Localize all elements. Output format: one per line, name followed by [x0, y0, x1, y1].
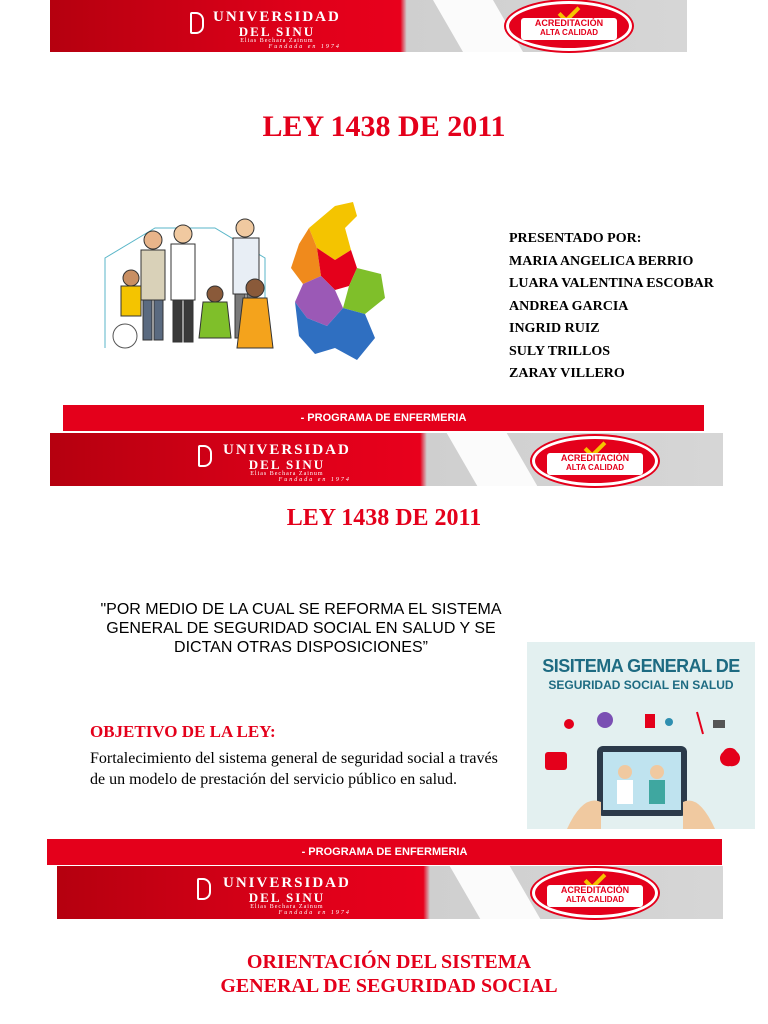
- author-name: ANDREA GARCIA: [509, 298, 629, 314]
- people-group: [105, 219, 273, 348]
- tablet-doctors-icon: [567, 746, 715, 829]
- slide3-title: [0, 950, 768, 998]
- objective-title: OBJETIVO DE LA LEY:: [90, 722, 276, 741]
- accreditation-seal: ACREDITACIÓN ALTA CALIDAD: [532, 868, 658, 918]
- university-logo: UNIVERSIDAD DEL SINU Elias Bechara Zainum Fundada en 1974: [223, 875, 351, 916]
- accreditation-seal: ACREDITACIÓN ALTA CALIDAD: [506, 1, 632, 51]
- author-name: SULY TRILLOS: [509, 343, 611, 359]
- slide1-title: LEY 1438 DE 2011: [262, 110, 506, 143]
- author-name: MARIA ANGELICA BERRIO: [509, 253, 694, 269]
- university-logo: UNIVERSIDAD DEL SINU Elias Bechara Zainum Fundada en 1974: [223, 442, 351, 483]
- university-logo-icon: [197, 878, 211, 900]
- slide3-title-line1: ORIENTACIÓN DEL SISTEMA: [246, 951, 532, 973]
- presented-by-label: PRESENTADO POR:: [509, 231, 642, 246]
- colombia-map: [291, 202, 385, 360]
- university-logo-icon: [198, 445, 212, 467]
- author-name: ZARAY VILLERO: [509, 366, 625, 381]
- objective-text: Fortalecimiento del sistema general de seguridad social a través de un modelo de prestación del servicio público en salud.: [90, 750, 498, 788]
- people-colombia-illustration: [95, 198, 385, 368]
- authors-list: [509, 228, 714, 386]
- university-logo: UNIVERSIDAD DEL SINU Elias Bechara Zainum Fundada en 1974: [213, 9, 341, 50]
- accreditation-seal: ACREDITACIÓN ALTA CALIDAD: [532, 436, 658, 486]
- author-name: LUARA VALENTINA ESCOBAR: [509, 276, 714, 291]
- university-logo-icon: [190, 12, 204, 34]
- image-title: SISITEMA GENERAL DE: [542, 656, 740, 676]
- image-subtitle: SEGURIDAD SOCIAL EN SALUD: [548, 678, 734, 692]
- program-bar-2: - PROGRAMA DE ENFERMERIA: [47, 839, 722, 865]
- program-bar-1: - PROGRAMA DE ENFERMERIA: [63, 405, 704, 431]
- author-name: INGRID RUIZ: [509, 321, 600, 336]
- slide3-title-line2: GENERAL DE SEGURIDAD SOCIAL: [220, 975, 558, 997]
- slide2-title: LEY 1438 DE 2011: [286, 505, 482, 531]
- health-system-image: [527, 642, 755, 829]
- law-quote: "POR MEDIO DE LA CUAL SE REFORMA EL SISTEMA GENERAL DE SEGURIDAD SOCIAL EN SALUD Y SE DICTAN OTRAS DISPOSICIONES”: [100, 601, 502, 656]
